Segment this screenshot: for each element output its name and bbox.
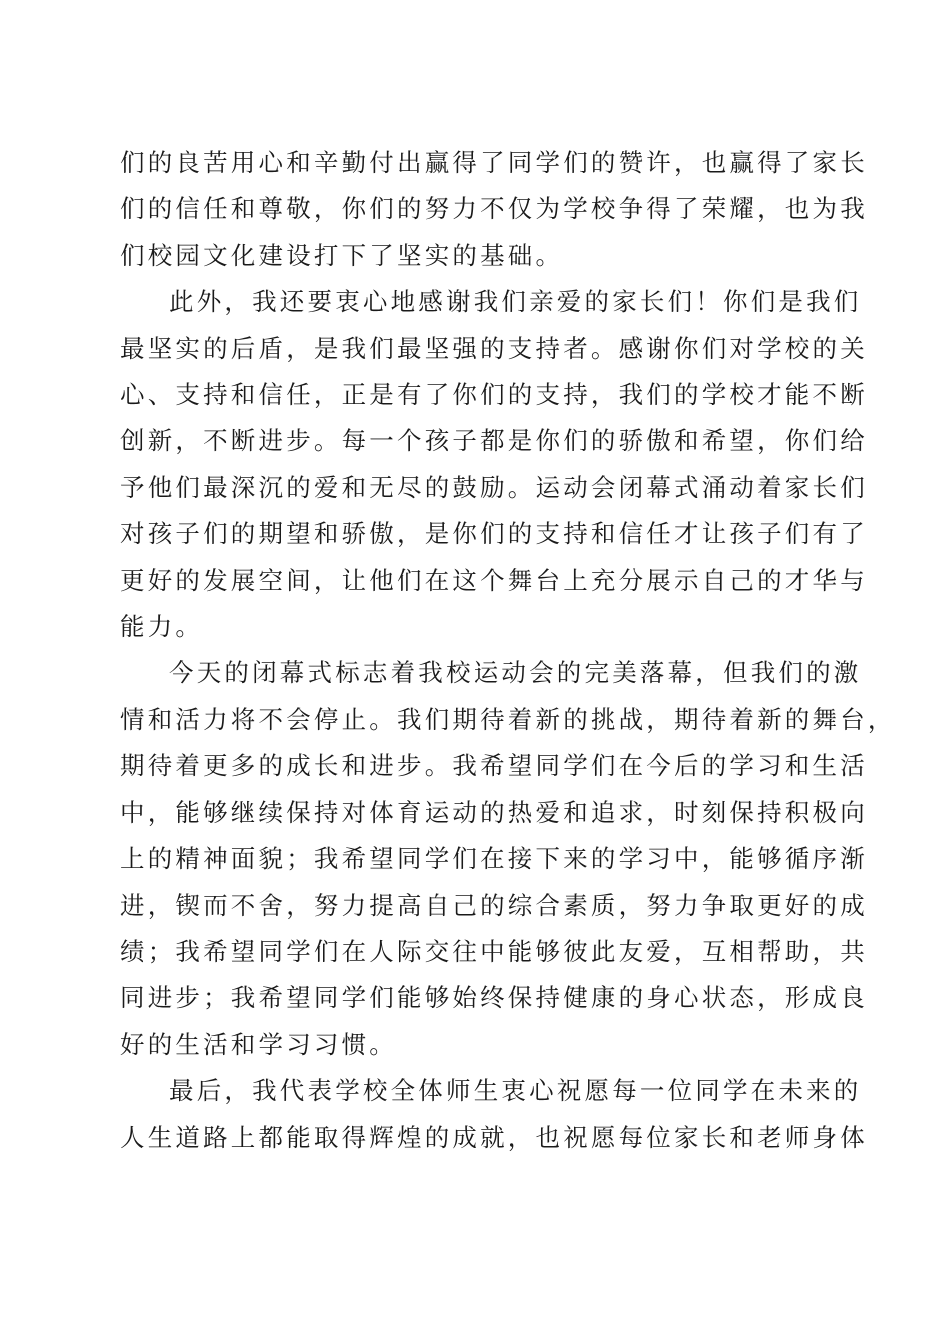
paragraph-closing-ceremony — [120, 650, 896, 1068]
paragraph-continuation — [120, 140, 868, 279]
text-line: 心、支持和信任，正是有了你们的支持，我们的学校才能不断 — [120, 380, 868, 410]
text-line: 绩；我希望同学们在人际交往中能够彼此友爱，互相帮助，共 — [120, 936, 868, 966]
text-line: 情和活力将不会停止。我们期待着新的挑战，期待着新的舞台， — [120, 704, 896, 734]
text-line: 期待着更多的成长和进步。我希望同学们在今后的学习和生活 — [120, 751, 868, 781]
text-line: 创新，不断进步。每一个孩子都是你们的骄傲和希望，你们给 — [120, 426, 868, 456]
text-line: 予他们最深沉的爱和无尽的鼓励。运动会闭幕式涌动着家长们 — [120, 472, 868, 502]
text-line: 同进步；我希望同学们能够始终保持健康的身心状态，形成良 — [120, 983, 868, 1013]
text-line: 人生道路上都能取得辉煌的成就，也祝愿每位家长和老师身体 — [120, 1122, 868, 1152]
text-line: 好的生活和学习习惯。 — [120, 1029, 397, 1059]
text-line: 最坚实的后盾，是我们最坚强的支持者。感谢你们对学校的关 — [120, 333, 868, 363]
text-line: 此外，我还要衷心地感谢我们亲爱的家长们！你们是我们 — [169, 287, 862, 317]
text-line: 对孩子们的期望和骄傲，是你们的支持和信任才让孩子们有了 — [120, 519, 868, 549]
text-line: 今天的闭幕式标志着我校运动会的完美落幕，但我们的激 — [169, 658, 862, 688]
text-line: 最后，我代表学校全体师生衷心祝愿每一位同学在未来的 — [169, 1076, 862, 1106]
text-line: 们的良苦用心和辛勤付出赢得了同学们的赞许，也赢得了家长 — [120, 148, 868, 177]
paragraph-final-wishes — [120, 1068, 868, 1161]
text-line: 上的精神面貌；我希望同学们在接下来的学习中，能够循序渐 — [120, 844, 868, 874]
text-line: 进，锲而不舍，努力提高自己的综合素质，努力争取更好的成 — [120, 890, 868, 920]
text-line: 更好的发展空间，让他们在这个舞台上充分展示自己的才华与 — [120, 565, 868, 595]
text-line: 能力。 — [120, 612, 204, 642]
text-line: 们的信任和尊敬，你们的努力不仅为学校争得了荣耀，也为我 — [120, 194, 868, 224]
text-line: 中，能够继续保持对体育运动的热爱和追求，时刻保持积极向 — [120, 797, 868, 827]
paragraph-thanks-parents — [120, 279, 868, 650]
document-body — [120, 140, 896, 1161]
text-line: 们校园文化建设打下了坚实的基础。 — [120, 240, 564, 270]
